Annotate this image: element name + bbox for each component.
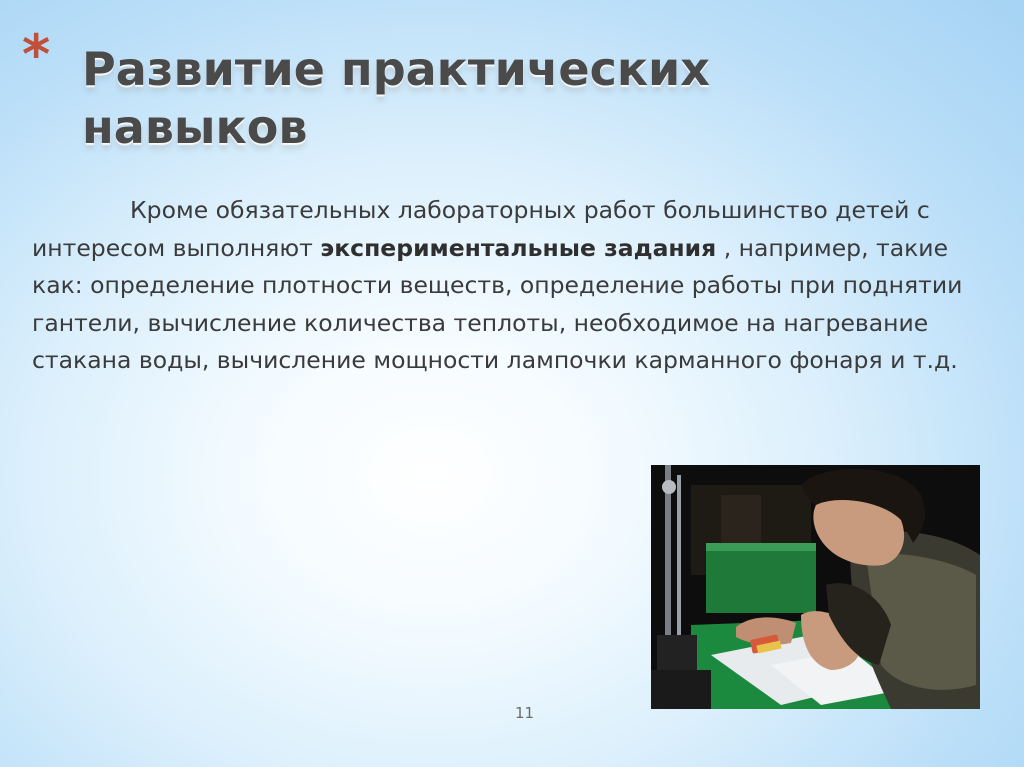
photo-illustration [651, 465, 980, 709]
body-paragraph [32, 192, 972, 380]
slide-title: Развитие практических навыков [82, 42, 710, 154]
paragraph-bold-phrase: экспериментальные задания [320, 233, 717, 262]
page-number: 11 [515, 704, 535, 722]
paragraph-text-start: Кроме обязательных лабораторных работ большинство детей с интересом выполняют [32, 196, 930, 262]
title-bullet-asterisk: * [22, 23, 51, 86]
student-lab-photo [651, 465, 980, 709]
paragraph-text-end: , например, такие как: определение плотности веществ, определение работы при поднятии гантели, вычисление количества теплоты, необходимое на нагревание стакана воды, вычисление мощности лампочки карманного фонаря и т.д. [32, 233, 963, 374]
